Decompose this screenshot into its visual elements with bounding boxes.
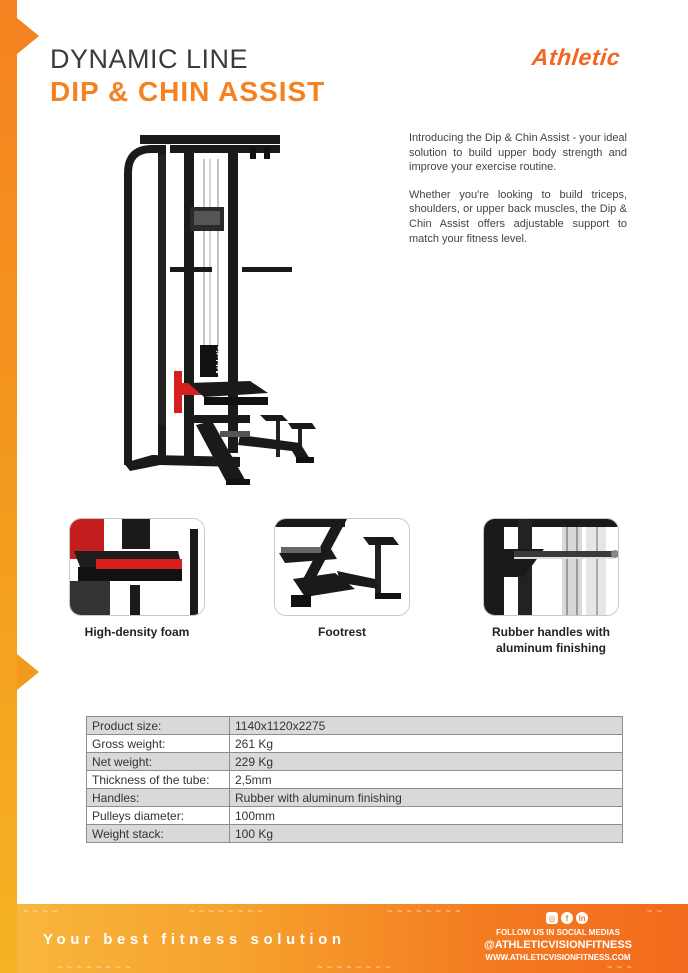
decorative-swirl: ~ ~ ~ ~ ~ ~ ~ ~ bbox=[189, 906, 264, 916]
instagram-icon[interactable]: ◎ bbox=[546, 912, 558, 924]
product-line-title: DYNAMIC LINE bbox=[50, 44, 249, 74]
seat-pad-closeup-icon bbox=[69, 518, 205, 616]
feature-footrest bbox=[272, 518, 412, 640]
decorative-swirl: ~ ~ ~ ~ bbox=[23, 906, 59, 916]
stripe-notch-middle bbox=[17, 654, 39, 690]
spec-label: Thickness of the tube: bbox=[87, 771, 230, 789]
spec-label: Net weight: bbox=[87, 753, 230, 771]
machine-illustration bbox=[100, 125, 330, 495]
spec-value: Rubber with aluminum finishing bbox=[230, 789, 623, 807]
spec-value: 1140x1120x2275 bbox=[230, 717, 623, 735]
feature-rubber-handles bbox=[481, 518, 621, 656]
decorative-swirl: ~ ~ bbox=[647, 906, 664, 916]
spec-row-weight-stack bbox=[87, 825, 623, 843]
spec-value: 2,5mm bbox=[230, 771, 623, 789]
spec-value: 100mm bbox=[230, 807, 623, 825]
linkedin-icon[interactable]: in bbox=[576, 912, 588, 924]
follow-us-text: FOLLOW US IN SOCIAL MEDIAS bbox=[496, 928, 620, 937]
specifications-table bbox=[86, 716, 623, 843]
brand-logo: Athletic bbox=[530, 44, 622, 70]
feature-caption: High-density foam bbox=[84, 625, 190, 639]
stripe-notch-top bbox=[17, 18, 39, 54]
product-description bbox=[409, 131, 627, 246]
spec-value: 261 Kg bbox=[230, 735, 623, 753]
spec-row-product-size bbox=[87, 717, 623, 735]
footrest-closeup-icon bbox=[274, 518, 410, 616]
product-name: DIP & CHIN ASSIST bbox=[50, 76, 326, 107]
social-icons bbox=[546, 912, 588, 924]
spec-row-tube-thickness bbox=[87, 771, 623, 789]
footer-banner bbox=[17, 904, 688, 973]
spec-value: 229 Kg bbox=[230, 753, 623, 771]
feature-caption: Footrest bbox=[318, 625, 366, 639]
intro-paragraph-1: Introducing the Dip & Chin Assist - your ideal solution to build upper body strength and improve your exercise routine. bbox=[409, 132, 627, 174]
social-handle: @ATHLETICVISIONFITNESS bbox=[483, 939, 633, 951]
decorative-swirl: ~ ~ ~ ~ ~ ~ ~ ~ bbox=[317, 962, 392, 972]
spec-label: Pulleys diameter: bbox=[87, 807, 230, 825]
spec-value: 100 Kg bbox=[230, 825, 623, 843]
spec-label: Handles: bbox=[87, 789, 230, 807]
tagline: Your best fitness solution bbox=[43, 931, 346, 948]
spec-row-handles bbox=[87, 789, 623, 807]
facebook-icon[interactable]: f bbox=[561, 912, 573, 924]
spec-label: Product size: bbox=[87, 717, 230, 735]
spec-row-net-weight bbox=[87, 753, 623, 771]
spec-row-pulleys bbox=[87, 807, 623, 825]
decorative-swirl: ~ ~ ~ ~ ~ ~ ~ ~ bbox=[57, 962, 132, 972]
spec-label: Gross weight: bbox=[87, 735, 230, 753]
machine-brand-decal: Athletic bbox=[215, 345, 224, 375]
handle-closeup-icon bbox=[483, 518, 619, 616]
intro-paragraph-2: Whether you're looking to build triceps, shoulders, or upper back muscles, the Dip & Chin Assist offers adjustable support to match your fitness level. bbox=[409, 188, 627, 245]
spec-label: Weight stack: bbox=[87, 825, 230, 843]
decorative-swirl: ~ ~ ~ ~ ~ ~ ~ ~ bbox=[387, 906, 462, 916]
spec-row-gross-weight bbox=[87, 735, 623, 753]
feature-caption: Rubber handles with aluminum finishing bbox=[491, 625, 610, 655]
left-accent-stripe bbox=[0, 0, 17, 973]
feature-high-density-foam bbox=[67, 518, 207, 640]
website-link[interactable]: WWW.ATHLETICVISIONFITNESS.COM bbox=[485, 953, 631, 962]
decorative-swirl: ~ ~ ~ bbox=[607, 962, 633, 972]
